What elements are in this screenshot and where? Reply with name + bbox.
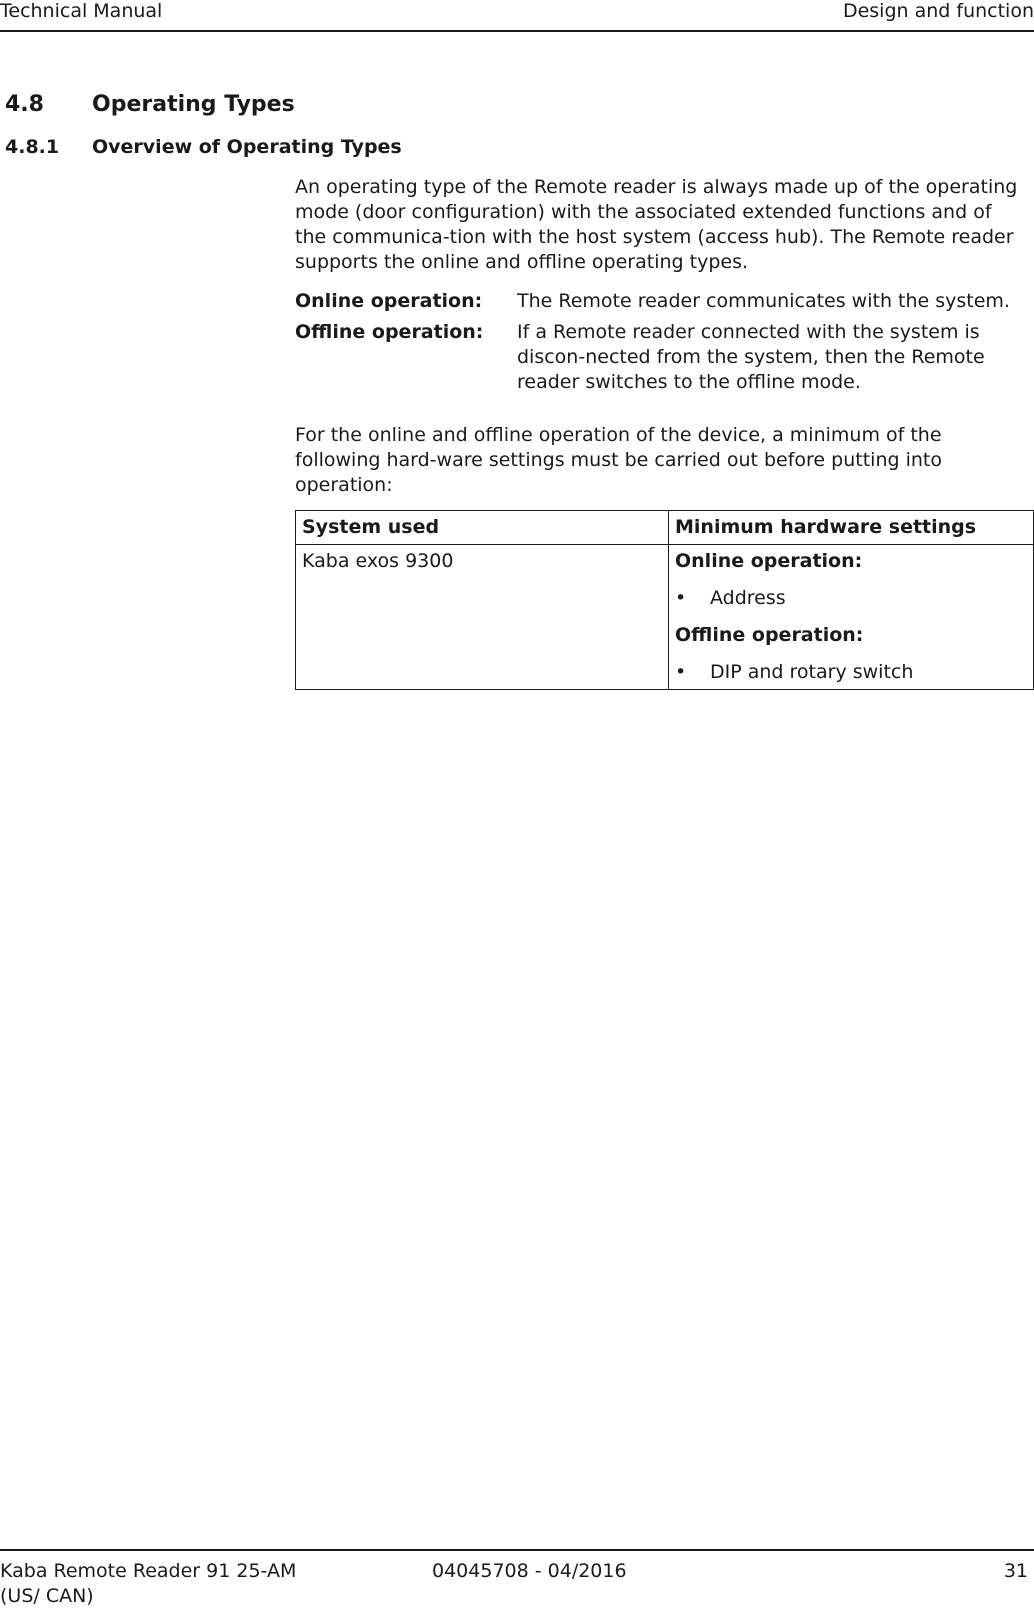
- definition-description: If a Remote reader connected with the system is discon-nected from the system, then the Remote reader switches to the offline mode.: [517, 321, 985, 393]
- header-left-text: Technical Manual: [0, 0, 163, 22]
- footer-document-id: 04045708 - 04/2016: [432, 1560, 627, 1582]
- definition-offline: [295, 320, 1020, 395]
- section-title: Operating Types: [92, 92, 295, 117]
- table-cell-system: Kaba exos 9300: [296, 545, 669, 690]
- page-header: [0, 0, 1034, 32]
- bullet-text: Address: [710, 587, 786, 609]
- main-content: [295, 175, 1020, 690]
- bullet-icon: •: [675, 587, 687, 609]
- subsection-number: 4.8.1: [5, 136, 60, 158]
- subsection-title: Overview of Operating Types: [92, 136, 402, 158]
- bullet-text: DIP and rotary switch: [710, 661, 914, 683]
- offline-operation-label: Offline operation:: [675, 624, 864, 646]
- definition-list: [295, 289, 1020, 395]
- bullet-item: [675, 586, 1027, 611]
- definition-online: [295, 289, 1020, 314]
- section-heading: [5, 92, 295, 117]
- header-right-text: Design and function: [842, 0, 1034, 22]
- section-number: 4.8: [5, 92, 44, 117]
- table-cell-settings: [669, 545, 1034, 690]
- table-header-row: [296, 511, 1034, 545]
- table-header-system: System used: [296, 511, 669, 545]
- table-row: [296, 545, 1034, 690]
- table-header-settings: Minimum hardware settings: [669, 511, 1034, 545]
- bullet-item: [675, 660, 1027, 685]
- footer-product: Kaba Remote Reader 91 25-AM (US/ CAN): [0, 1560, 297, 1607]
- definition-description: The Remote reader communicates with the system.: [517, 290, 1010, 312]
- hardware-settings-table: [295, 510, 1034, 690]
- bullet-icon: •: [675, 661, 687, 683]
- definition-term: Offline operation:: [295, 321, 484, 343]
- subsection-heading: [5, 136, 402, 158]
- page-number: 31: [1003, 1560, 1028, 1582]
- settings-paragraph: For the online and offline operation of the device, a minimum of the following hard-ware settings must be carried out before putting into operation:: [295, 424, 942, 496]
- page-footer: [0, 1549, 1034, 1607]
- intro-paragraph: An operating type of the Remote reader is always made up of the operating mode (door configuration) with the associated extended functions and of the communica-tion with the host system (access hub). The Remote reader supports the online and offline operating types.: [295, 176, 1018, 273]
- definition-term: Online operation:: [295, 290, 483, 312]
- online-operation-label: Online operation:: [675, 550, 863, 572]
